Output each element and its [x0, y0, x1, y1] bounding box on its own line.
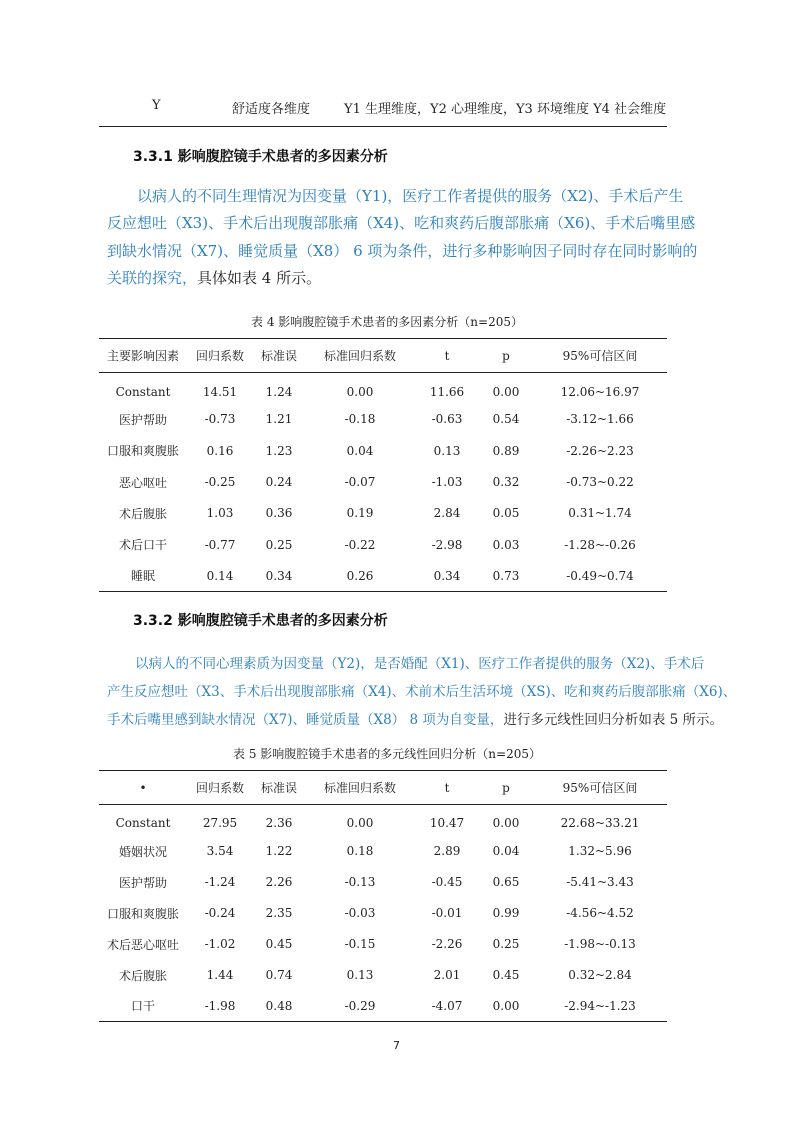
table-cell: -0.01: [431, 906, 463, 920]
table-cell: -1.03: [431, 475, 463, 490]
column-header: 标准误: [253, 339, 305, 373]
table-row: [99, 498, 667, 529]
table-cell: 术后口干: [118, 538, 167, 553]
table-cell: -4.07: [415, 991, 479, 1022]
table-cell: 医护帮助: [118, 875, 167, 890]
table-cell: 0.32: [492, 475, 520, 490]
table-cell: 医护帮助: [118, 412, 167, 427]
table-cell: -1.98: [187, 991, 253, 1022]
table-cell: 12.06~16.97: [560, 384, 640, 399]
table-row: [99, 991, 667, 1022]
table-cell: -4.56~4.52: [566, 906, 634, 920]
table-cell: -2.26: [431, 937, 463, 951]
table-cell: 2.26: [265, 875, 293, 889]
table-cell: -0.49~0.74: [533, 560, 667, 591]
table-cell: 0.04: [346, 443, 374, 458]
table-cell: 2.35: [265, 906, 293, 920]
table-cell: 0.05: [492, 506, 520, 521]
table-cell: 1.21: [265, 412, 293, 427]
table-cell: -0.45: [431, 875, 463, 889]
table-cell: 0.03: [492, 537, 520, 552]
table-cell: 0.13: [433, 443, 461, 458]
table-cell: -2.98: [431, 537, 463, 552]
table-cell: -1.98~-0.13: [564, 937, 636, 951]
table-row: [99, 529, 667, 560]
table-cell: 2.84: [433, 506, 461, 521]
table-row: [99, 435, 667, 466]
table-cell: 2.89: [433, 844, 461, 858]
table-cell: 术后腹胀: [118, 506, 167, 521]
table-cell: 11.66: [429, 384, 465, 399]
table-cell: -0.22: [344, 537, 376, 552]
column-header: •: [99, 771, 187, 805]
row-dimensions: Y1 生理维度，Y2 心理维度，Y3 环境维度 Y4 社会维度: [344, 102, 667, 117]
table-cell: 0.54: [492, 412, 520, 427]
row-description: 舒适度各维度: [232, 102, 311, 117]
table-cell: 0.45: [492, 968, 520, 982]
table-cell: 婚姻状况: [118, 844, 167, 859]
table-cell: -1.28~-0.26: [564, 537, 636, 552]
table-cell: 术后腹胀: [118, 968, 167, 983]
table-row: [99, 867, 667, 898]
column-header: 主要影响因素: [99, 339, 187, 373]
table-cell: -0.25: [204, 475, 236, 490]
table-cell: 1.23: [265, 443, 293, 458]
table-cell: Constant: [115, 816, 171, 831]
table-cell: -0.15: [344, 937, 376, 951]
column-header: p: [479, 339, 533, 373]
table-cell: 1.03: [206, 506, 234, 521]
table-cell: 0.45: [265, 937, 293, 951]
table-row: [99, 960, 667, 991]
table-cell: -5.41~3.43: [566, 875, 634, 889]
paragraph-text: 具体如表 4 所示。: [197, 268, 322, 287]
table-cell: -0.03: [344, 906, 376, 920]
table-cell: -2.26~2.23: [566, 443, 634, 458]
table-cell: 0.13: [346, 968, 374, 982]
table-cell: 0.89: [492, 443, 520, 458]
column-header: p: [479, 771, 533, 805]
table-header-row: [99, 339, 667, 373]
table5: [99, 770, 667, 1022]
column-header: 95%可信区间: [533, 339, 667, 373]
table-cell: 0.00: [492, 384, 520, 399]
table-cell: 0.26: [305, 560, 415, 591]
paragraph-line: 到缺水情况（X7)、睡觉质量（X8） 6 项为条件，进行多种影响因子同时存在同时影响的: [107, 241, 698, 260]
paragraph-line: 以病人的不同心理素质为因变量（Y2)，是否婚配（X1)、医疗工作者提供的服务（X2)、手术后: [135, 656, 705, 672]
table5-caption: 表 5 影响腹腔镜手术患者的多元线性回归分析（n=205）: [233, 747, 541, 761]
table-cell: -0.07: [344, 475, 376, 490]
table-row: [99, 929, 667, 960]
page-number: 7: [393, 1039, 400, 1052]
table-cell: -0.18: [344, 412, 376, 427]
table-cell: 0.24: [265, 475, 293, 490]
table-row: [99, 466, 667, 497]
table-cell: -0.29: [305, 991, 415, 1022]
table-row: [99, 898, 667, 929]
table-cell: -0.63: [431, 412, 463, 427]
table-cell: 术后恶心呕吐: [106, 937, 179, 952]
table-cell: 10.47: [429, 816, 465, 831]
table-cell: 口服和爽腹胀: [106, 906, 179, 921]
table-cell: 0.34: [415, 560, 479, 591]
table-cell: 口干: [99, 991, 187, 1022]
table-cell: 0.04: [492, 844, 520, 858]
table-cell: -0.73~0.22: [566, 475, 634, 490]
table-cell: 0.73: [479, 560, 533, 591]
section2-paragraph: [107, 650, 737, 734]
column-header: 回归系数: [187, 771, 253, 805]
table-row: [99, 805, 667, 836]
section-heading-3-3-2: 3.3.2 影响腹腔镜手术患者的多因素分析: [133, 613, 388, 629]
table-cell: 0.34: [253, 560, 305, 591]
table-cell: 22.68~33.21: [560, 816, 640, 831]
table4: [99, 338, 667, 592]
table-cell: 0.31~1.74: [568, 506, 632, 521]
column-header: t: [415, 771, 479, 805]
table-cell: -1.02: [204, 937, 236, 951]
table-cell: 0.74: [265, 968, 293, 982]
column-header: 标准误: [253, 771, 305, 805]
table-cell: -0.24: [204, 906, 236, 920]
table-cell: 0.36: [265, 506, 293, 521]
column-header: 标准回归系数: [305, 771, 415, 805]
column-header: 回归系数: [187, 339, 253, 373]
table-cell: 0.00: [492, 816, 520, 831]
table-cell: Constant: [115, 384, 171, 399]
table4-caption: 表 4 影响腹腔镜手术患者的多因素分析（n=205）: [251, 315, 523, 329]
table-cell: -2.94~-1.23: [533, 991, 667, 1022]
table-header-row: [99, 771, 667, 805]
table-cell: 1.24: [265, 384, 293, 399]
section1-paragraph: [107, 183, 719, 292]
table-cell: 0.32~2.84: [568, 968, 632, 982]
table-cell: 1.22: [265, 844, 293, 858]
table-row: [99, 404, 667, 435]
table-cell: 0.00: [346, 384, 374, 399]
table-cell: -0.13: [344, 875, 376, 889]
table-cell: 口服和爽腹胀: [106, 444, 179, 459]
table-cell: 0.48: [253, 991, 305, 1022]
row-variable: Y: [152, 98, 161, 113]
table-cell: 2.01: [433, 968, 461, 982]
table-cell: -3.12~1.66: [566, 412, 634, 427]
table-cell: 睡眠: [99, 560, 187, 591]
table-bottom-rule: [99, 126, 667, 127]
paragraph-line: 产生反应想吐（X3、手术后出现腹部胀痛（X4)、术前术后生活环境（XS)、吃和爽药后腹部胀痛（X6)、: [107, 684, 737, 700]
table-row: [99, 560, 667, 591]
table-cell: 2.36: [265, 816, 293, 831]
table-cell: 14.51: [202, 384, 238, 399]
table-cell: 0.16: [206, 443, 234, 458]
column-header: 标准回归系数: [305, 339, 415, 373]
column-header: 95%可信区间: [533, 771, 667, 805]
paragraph-text: 手术后嘴里感到缺水情况（X7)、睡觉质量（X8） 8 项为自变量，: [107, 712, 504, 728]
table-cell: 0.00: [346, 816, 374, 831]
table-cell: 0.18: [346, 844, 374, 858]
paragraph-text: 进行多元线性回归分析如表 5 所示。: [503, 712, 724, 728]
table-cell: 0.99: [492, 906, 520, 920]
table-cell: 0.25: [265, 537, 293, 552]
column-header: t: [415, 339, 479, 373]
table-cell: 3.54: [206, 844, 234, 858]
paragraph-line: [107, 265, 719, 292]
table-cell: 1.32~5.96: [568, 844, 632, 858]
table-row: [99, 836, 667, 867]
paragraph-line: 以病人的不同生理情况为因变量（Y1)，医疗工作者提供的服务（X2)、手术后产生: [137, 187, 684, 205]
table-cell: -0.77: [204, 537, 236, 552]
section-heading-3-3-1: 3.3.1 影响腹腔镜手术患者的多因素分析: [133, 149, 388, 165]
table-cell: 0.65: [492, 875, 520, 889]
paragraph-line: 反应想吐（X3)、手术后出现腹部胀痛（X4)、吃和爽药后腹部胀痛（X6)、手术后嘴里感: [107, 214, 696, 233]
table-cell: 0.19: [346, 506, 374, 521]
table-cell: 1.44: [206, 968, 234, 982]
paragraph-line: [107, 706, 724, 734]
table-row: [99, 373, 667, 404]
table-cell: 27.95: [202, 816, 238, 831]
table-cell: -0.73: [204, 412, 236, 427]
table-cell: 0.14: [187, 560, 253, 591]
table-cell: -1.24: [204, 875, 236, 889]
table-cell: 恶心呕吐: [118, 475, 167, 490]
table-cell: 0.00: [479, 991, 533, 1022]
paragraph-text: 关联的探究，: [107, 268, 198, 287]
table-cell: 0.25: [492, 937, 520, 951]
